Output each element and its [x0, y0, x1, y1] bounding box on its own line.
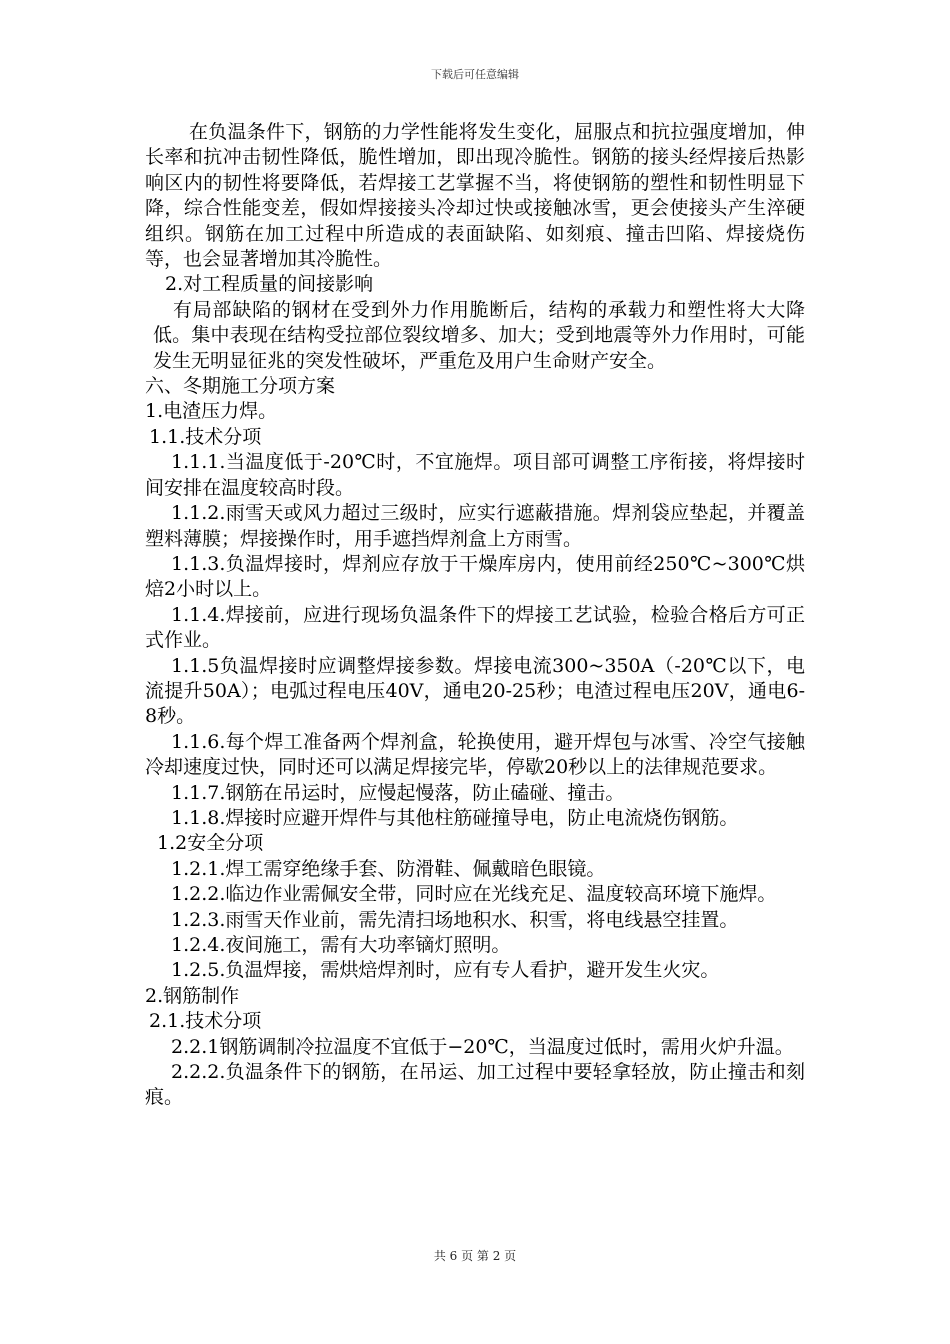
document-body [145, 120, 805, 1111]
paragraph: 1.1.5负温焊接时应调整焊接参数。焊接电流300~350A（-20℃以下，电流提升50A）；电弧过程电压40V，通电20-25秒；电渣过程电压20V，通电6-8秒。 [145, 654, 805, 728]
paragraph: 1.电渣压力焊。 [145, 400, 278, 423]
paragraph: 1.1.6.每个焊工准备两个焊剂盒，轮换使用，避开焊包与冰雪、冷空气接触冷却速度过快，同时还可以满足焊接完毕，停歇20秒以上的法律规范要求。 [145, 730, 805, 779]
paragraph: 1.2安全分项 [157, 832, 264, 855]
paragraph: 1.1.3.负温焊接时，焊剂应存放于干燥库房内，使用前经250℃~300℃烘焙2小时以上。 [145, 552, 805, 601]
paragraph: 2.钢筋制作 [145, 984, 240, 1007]
paragraph: 1.2.2.临边作业需佩安全带，同时应在光线充足、温度较高环境下施焊。 [171, 883, 777, 906]
paragraph: 有局部缺陷的钢材在受到外力作用脆断后，结构的承载力和塑性将大大降低。集中表现在结构受拉部位裂纹增多、加大；受到地震等外力作用时，可能发生无明显征兆的突发性破坏，严重危及用户生命财产安全。 [153, 298, 805, 372]
paragraph: 六、冬期施工分项方案 [145, 375, 336, 398]
paragraph: 1.2.3.雨雪天作业前，需先清扫场地积水、积雪，将电线悬空挂置。 [171, 908, 739, 931]
paragraph: 2.2.1钢筋调制冷拉温度不宜低于−20℃，当温度过低时，需用火炉升温。 [171, 1035, 794, 1058]
paragraph: 1.1.7.钢筋在吊运时，应慢起慢落，防止磕碰、撞击。 [171, 781, 625, 804]
paragraph: 2.1.技术分项 [149, 1010, 262, 1033]
paragraph: 1.2.4.夜间施工，需有大功率镝灯照明。 [171, 934, 511, 956]
paragraph: 在负温条件下，钢筋的力学性能将发生变化，屈服点和抗拉强度增加，伸长率和抗冲击韧性降低，脆性增加，即出现冷脆性。钢筋的接头经焊接后热影响区内的韧性将要降低，若焊接工艺掌握不当，将使钢筋的塑性和韧性明显下降，综合性能变差，假如焊接接头冷却过快或接触冰雪，更会使接头产生淬硬组织。钢筋在加工过程中所造成的表面缺陷、如刻痕、撞击凹陷、焊接烧伤等，也会显著增加其冷脆性。 [145, 121, 805, 271]
paragraph: 1.1.2.雨雪天或风力超过三级时，应实行遮蔽措施。焊剂袋应垫起，并覆盖塑料薄膜；焊接操作时，用手遮挡焊剂盒上方雨雪。 [145, 502, 805, 550]
paragraph: 1.1.技术分项 [149, 425, 262, 448]
paragraph: 1.1.1.当温度低于-20℃时，不宜施焊。项目部可调整工序衔接，将焊接时间安排在温度较高时段。 [145, 451, 805, 499]
page-footer: 共 6 页 第 2 页 [433, 1249, 517, 1263]
paragraph: 1.2.1.焊工需穿绝缘手套、防滑鞋、佩戴暗色眼镜。 [171, 857, 606, 880]
paragraph: 1.1.8.焊接时应避开焊件与其他柱筋碰撞导电，防止电流烧伤钢筋。 [171, 806, 739, 829]
paragraph: 1.2.5.负温焊接，需烘焙焊剂时，应有专人看护，避开发生火灾。 [171, 959, 720, 982]
paragraph: 1.1.4.焊接前，应进行现场负温条件下的焊接工艺试验，检验合格后方可正式作业。 [145, 603, 805, 652]
paragraph: 2.对工程质量的间接影响 [165, 273, 374, 296]
paragraph: 2.2.2.负温条件下的钢筋，在吊运、加工过程中要轻拿轻放，防止撞击和刻痕。 [145, 1061, 805, 1109]
page-header: 下载后可任意编辑 [431, 68, 519, 81]
